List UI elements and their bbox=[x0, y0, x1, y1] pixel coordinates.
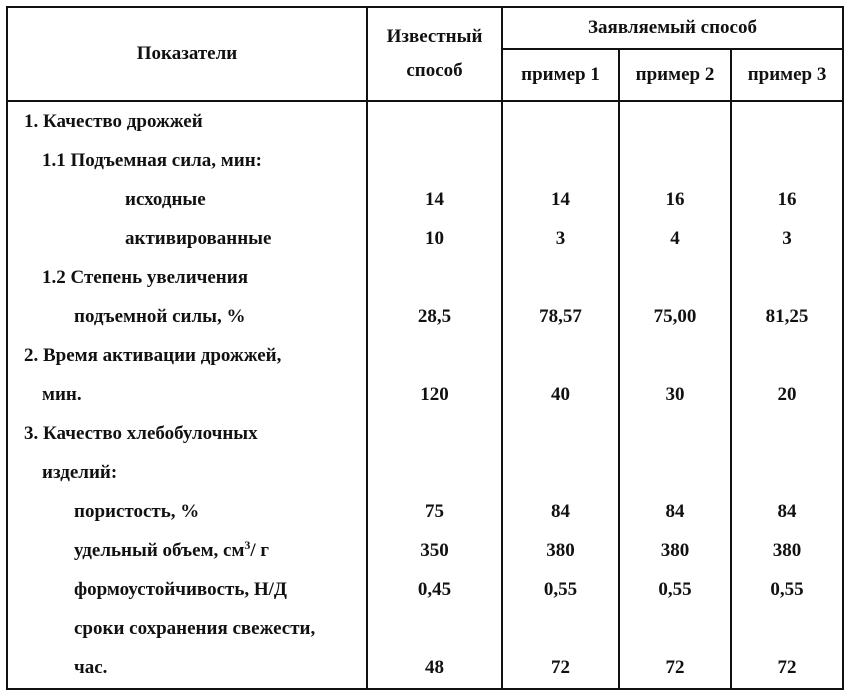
table-row bbox=[7, 101, 843, 141]
table-row bbox=[7, 219, 843, 258]
cell-example-2: 16 bbox=[619, 180, 731, 219]
cell-example-3 bbox=[731, 414, 843, 453]
row-label: 2. Время активации дрожжей, bbox=[7, 336, 367, 375]
row-label: 1.1 Подъемная сила, мин: bbox=[7, 141, 367, 180]
row-label: активированные bbox=[7, 219, 367, 258]
cell-known: 350 bbox=[367, 532, 502, 571]
cell-example-3 bbox=[731, 141, 843, 180]
cell-example-2: 4 bbox=[619, 219, 731, 258]
comparison-table bbox=[6, 6, 844, 690]
table-row bbox=[7, 571, 843, 610]
superscript-cubed: 3 bbox=[244, 538, 251, 553]
row-label: час. bbox=[7, 649, 367, 689]
header-known-method bbox=[367, 7, 502, 101]
cell-example-3 bbox=[731, 453, 843, 492]
cell-known bbox=[367, 414, 502, 453]
cell-example-3 bbox=[731, 610, 843, 649]
cell-example-1: 78,57 bbox=[502, 297, 619, 336]
cell-example-2 bbox=[619, 336, 731, 375]
cell-known bbox=[367, 141, 502, 180]
cell-example-3: 81,25 bbox=[731, 297, 843, 336]
table-row bbox=[7, 649, 843, 689]
table-row bbox=[7, 141, 843, 180]
row-label: сроки сохранения свежести, bbox=[7, 610, 367, 649]
cell-known bbox=[367, 258, 502, 297]
row-label: пористость, % bbox=[7, 493, 367, 532]
cell-known: 28,5 bbox=[367, 297, 502, 336]
table-row bbox=[7, 297, 843, 336]
cell-example-1 bbox=[502, 141, 619, 180]
table-row bbox=[7, 610, 843, 649]
cell-known: 10 bbox=[367, 219, 502, 258]
row-label bbox=[7, 532, 367, 571]
cell-example-3: 20 bbox=[731, 375, 843, 414]
cell-example-3: 16 bbox=[731, 180, 843, 219]
header-example-2: пример 2 bbox=[619, 49, 731, 101]
cell-example-3 bbox=[731, 258, 843, 297]
row-label-unit: / г bbox=[250, 540, 270, 562]
cell-known bbox=[367, 101, 502, 141]
cell-example-1: 14 bbox=[502, 180, 619, 219]
cell-example-1 bbox=[502, 414, 619, 453]
table-row bbox=[7, 453, 843, 492]
cell-example-1 bbox=[502, 258, 619, 297]
row-label: подъемной силы, % bbox=[7, 297, 367, 336]
table-row bbox=[7, 336, 843, 375]
cell-example-3 bbox=[731, 101, 843, 141]
cell-example-1 bbox=[502, 336, 619, 375]
table-row bbox=[7, 258, 843, 297]
cell-example-3: 0,55 bbox=[731, 571, 843, 610]
table-row bbox=[7, 493, 843, 532]
cell-example-3: 72 bbox=[731, 649, 843, 689]
table-row bbox=[7, 414, 843, 453]
cell-known: 0,45 bbox=[367, 571, 502, 610]
row-label: изделий: bbox=[7, 453, 367, 492]
header-example-3: пример 3 bbox=[731, 49, 843, 101]
cell-example-2 bbox=[619, 141, 731, 180]
row-label: исходные bbox=[7, 180, 367, 219]
cell-example-1: 40 bbox=[502, 375, 619, 414]
table-row bbox=[7, 375, 843, 414]
cell-known: 48 bbox=[367, 649, 502, 689]
cell-known: 75 bbox=[367, 493, 502, 532]
cell-example-2 bbox=[619, 414, 731, 453]
cell-example-2 bbox=[619, 610, 731, 649]
cell-example-2: 30 bbox=[619, 375, 731, 414]
cell-example-1: 72 bbox=[502, 649, 619, 689]
cell-known bbox=[367, 610, 502, 649]
cell-example-2: 75,00 bbox=[619, 297, 731, 336]
header-known-method-line2: способ bbox=[406, 60, 463, 81]
cell-example-1: 380 bbox=[502, 532, 619, 571]
cell-example-3: 380 bbox=[731, 532, 843, 571]
header-claimed-method: Заявляемый способ bbox=[502, 7, 843, 49]
cell-example-2 bbox=[619, 453, 731, 492]
row-label-text: удельный объем, см bbox=[74, 540, 245, 562]
cell-known bbox=[367, 336, 502, 375]
header-known-method-line1: Известный bbox=[386, 26, 483, 47]
cell-example-3: 3 bbox=[731, 219, 843, 258]
cell-example-1 bbox=[502, 610, 619, 649]
cell-example-1: 3 bbox=[502, 219, 619, 258]
cell-example-1 bbox=[502, 453, 619, 492]
cell-example-2 bbox=[619, 101, 731, 141]
header-example-1: пример 1 bbox=[502, 49, 619, 101]
cell-example-2 bbox=[619, 258, 731, 297]
cell-known: 120 bbox=[367, 375, 502, 414]
row-label: 3. Качество хлебобулочных bbox=[7, 414, 367, 453]
cell-known: 14 bbox=[367, 180, 502, 219]
row-label: 1.2 Степень увеличения bbox=[7, 258, 367, 297]
cell-example-2: 72 bbox=[619, 649, 731, 689]
table-row bbox=[7, 180, 843, 219]
cell-example-1: 84 bbox=[502, 493, 619, 532]
cell-example-1 bbox=[502, 101, 619, 141]
cell-example-1: 0,55 bbox=[502, 571, 619, 610]
cell-example-2: 84 bbox=[619, 493, 731, 532]
table-row bbox=[7, 532, 843, 571]
cell-example-2: 380 bbox=[619, 532, 731, 571]
row-label: формоустойчивость, Н/Д bbox=[7, 571, 367, 610]
header-indicators: Показатели bbox=[7, 7, 367, 101]
cell-known bbox=[367, 453, 502, 492]
cell-example-2: 0,55 bbox=[619, 571, 731, 610]
cell-example-3: 84 bbox=[731, 493, 843, 532]
row-label: 1. Качество дрожжей bbox=[7, 101, 367, 141]
cell-example-3 bbox=[731, 336, 843, 375]
row-label: мин. bbox=[7, 375, 367, 414]
